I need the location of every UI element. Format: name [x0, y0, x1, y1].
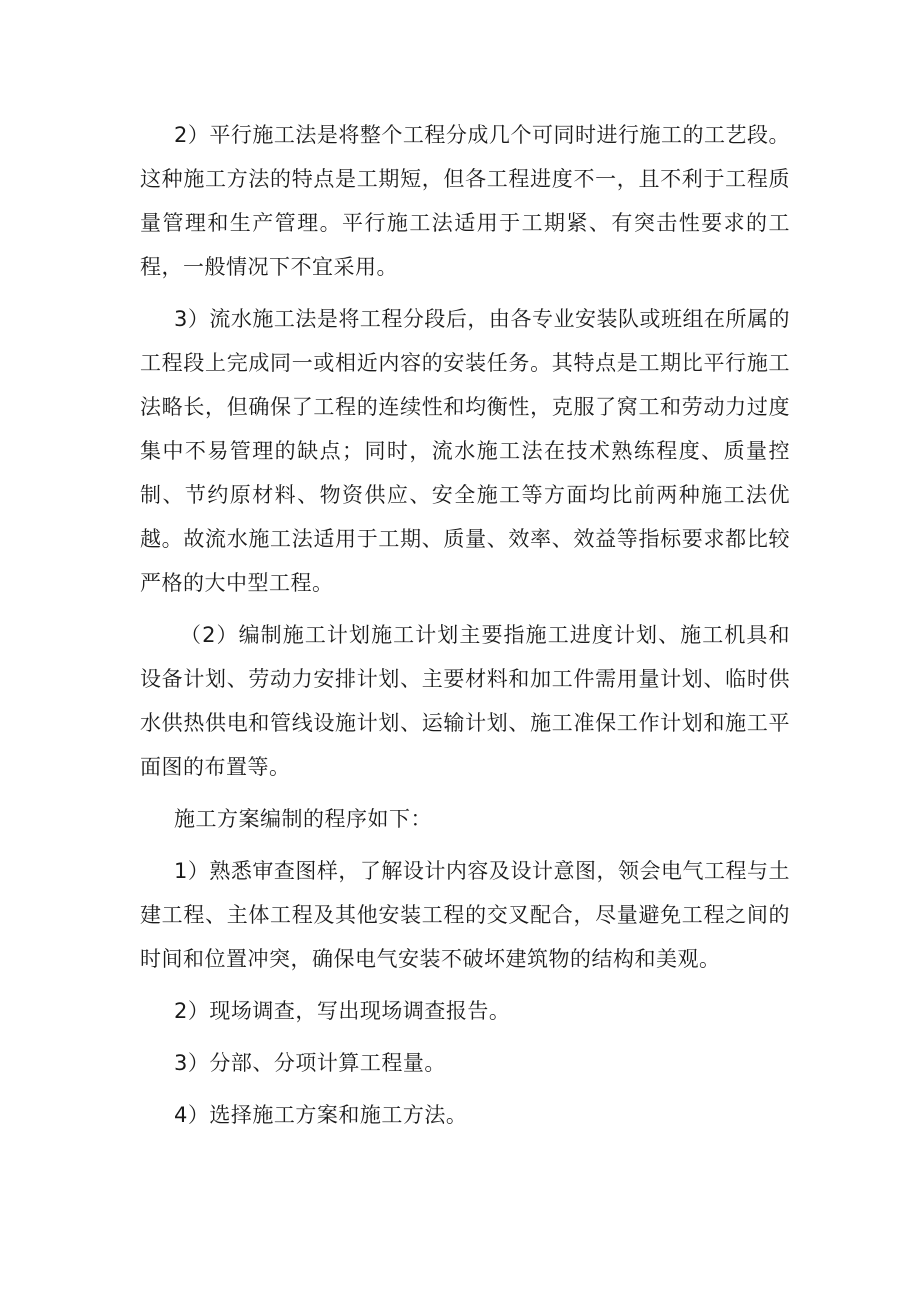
list-item-step-1: 1）熟悉审查图样，了解设计内容及设计意图，领会电气工程与土建工程、主体工程及其他安装工程的交叉配合，尽量避免工程之间的时间和位置冲突，确保电气安装不破坏建筑物的结构和美观。 — [140, 859, 790, 971]
paragraph-construction-plan: （2）编制施工计划施工计划主要指施工进度计划、施工机具和设备计划、劳动力安排计划、主要材料和加工件需用量计划、临时供水供热供电和管线设施计划、运输计划、施工准保工作计划和施工平面图的布置等。 — [140, 623, 790, 779]
paragraph-procedure-intro: 施工方案编制的程序如下： — [174, 807, 432, 831]
paragraph-flow-method: 3）流水施工法是将工程分段后，由各专业安装队或班组在所属的工程段上完成同一或相近内容的安装任务。其特点是工期比平行施工法略长，但确保了工程的连续性和均衡性，克服了窝工和劳动力过度集中不易管理的缺点；同时，流水施工法在技术熟练程度、质量控制、节约原材料、物资供应、安全施工等方面均比前两种施工法优越。故流水施工法适用于工期、质量、效率、效益等指标要求都比较严格的大中型工程。 — [140, 307, 790, 595]
document-body — [140, 113, 790, 1145]
list-item-step-3: 3）分部、分项计算工程量。 — [174, 1051, 446, 1075]
list-item-step-2: 2）现场调查，写出现场调查报告。 — [174, 999, 511, 1023]
list-item-step-4: 4）选择施工方案和施工方法。 — [174, 1103, 468, 1127]
paragraph-parallel-method: 2）平行施工法是将整个工程分成几个可同时进行施工的工艺段。这种施工方法的特点是工期短，但各工程进度不一，且不利于工程质量管理和生产管理。平行施工法适用于工期紧、有突击性要求的工程，一般情况下不宜采用。 — [140, 123, 790, 279]
